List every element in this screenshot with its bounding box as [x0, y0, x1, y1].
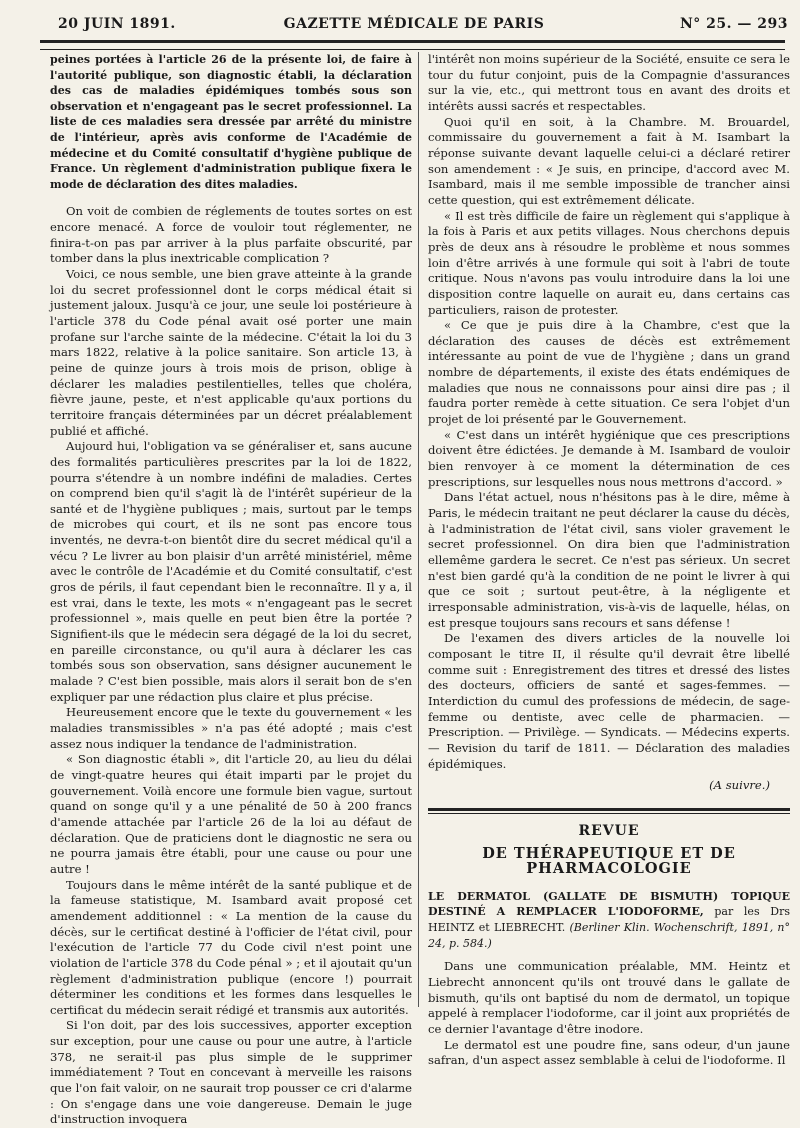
header-page-number: N° 25. — 293 [680, 16, 788, 32]
column-divider [418, 52, 419, 1007]
paragraph: l'intérêt non moins supérieur de la Société, ensuite ce sera le tour du futur conjoint, puis de la Compagnie d'assurances sur la vie, etc., qui mettront tous en avant des droits et intérêts aussi sacrés et respectables. [428, 52, 790, 113]
paragraph: Quoi qu'il en soit, à la Chambre. M. Brouardel, commissaire du gouvernement a fait à M. Isambart la réponse suivante devant laquelle celui-ci a déclaré retirer son amendement : « Je suis, en principe, d'accord avec M. Isambard, mais il me semble impossible de trancher ainsi cette question, qui est extrêmement délicate. [428, 114, 790, 207]
section-heading [428, 824, 790, 877]
paragraph: « Il est très difficile de faire un règlement qui s'applique à la fois à Paris et aux petits villages. Nous cherchons depuis près de deux ans à résoudre le problème et nous sommes loin d'être arrivés à une formule qui soit à l'abri de toute critique. Nous n'avons pas voulu introduire dans la loi une disposition contre laquelle on aurait eu, dans certains cas particuliers, raison de protester. [428, 208, 790, 317]
newspaper-page [40, 10, 791, 1127]
paragraph: Le dermatol est une poudre fine, sans odeur, d'un jaune safran, d'un aspect assez semblable à celui de l'iodoforme. Il [428, 1037, 790, 1068]
paragraph: « Ce que je puis dire à la Chambre, c'est que la déclaration des causes de décès est extrêmement intéressante au point de vue de l'hygiène ; dans un grand nombre de départements, il existe des états endémiques de maladies que nous ne connaissons pour ainsi dire pas ; il faudra porter remède à cette situation. Ce sera l'objet d'un projet de loi présenté par le Gouvernement. [428, 318, 790, 427]
to-be-continued: (A suivre.) [709, 778, 770, 793]
paragraph: Voici, ce nous semble, une bien grave atteinte à la grande loi du secret professionnel dont le corps médical était si justement jaloux. Jusqu'à ce jour, une seule loi postérieure à l'article 378 du Code pénal avait osé porter une main profane sur l'arche sainte de la médecine. C'était la loi du 3 mars 1822, relative à la police sanitaire. Son article 13, à peine de quinze jours à trois mois de prison, oblige à déclarer les maladies pestilentielles, telles que choléra, fièvre jaune, peste, et n'est applicable qu'aux portions du territoire français déterminées par un décret préalablement publié et affiché. [50, 266, 412, 438]
header-rule [40, 40, 785, 50]
article-heading [428, 889, 790, 952]
paragraph: « C'est dans un intérêt hygiénique que ces prescriptions doivent être édictées. Je demande à M. Isambard de vouloir bien renvoyer à ce moment la détermination de ces prescriptions, sur lesquelles nous nous mettrons d'accord. » [428, 427, 790, 489]
paragraph: On voit de combien de réglements de toutes sortes on est encore menacé. A force de vouloir tout réglementer, ne finira-t-on pas par arriver à la plus parfaite obscurité, par tomber dans la plus inextricable complication ? [50, 204, 412, 266]
article-reference: (Berliner Klin. Wochenschrift, 1891, n° 24, p. 584.) [428, 921, 790, 950]
header-date: 20 JUIN 1891. [58, 16, 176, 32]
paragraph: « Son diagnostic établi », dit l'article 20, au lieu du délai de vingt-quatre heures qui était imparti par le projet du gouvernement. Voilà encore une formule bien vague, surtout quand on songe qu'il y a une pénalité de 50 à 200 francs d'amende attachée par l'article 26 de la loi au défaut de déclaration. Que de praticiens dont le diagnostic ne sera ou ne pourra jamais être établi, pour une cause ou pour une autre ! [50, 752, 412, 876]
paragraph: De l'examen des divers articles de la nouvelle loi composant le titre II, il résulte qu'il devrait être libellé comme suit : Enregistrement des titres et dressé des listes des docteurs, officiers de santé et sages-femmes. — Interdiction du cumul des professions de médecin, de sage-femme ou dentiste, avec celle de pharmacien. — Prescription. — Privilège. — Syndicats. — Médecins experts. — Revision du tarif de 1811. — Déclaration des maladies épidémiques. [428, 631, 790, 771]
section-rule [428, 808, 790, 814]
header-title: GAZETTE MÉDICALE DE PARIS [283, 16, 545, 32]
page-header [40, 10, 788, 36]
paragraph: Heureusement encore que le texte du gouvernement « les maladies transmissibles » n'a pas été adopté ; mais c'est assez nous indiquer la tendance de l'administration. [50, 705, 412, 751]
paragraph: Toujours dans le même intérêt de la santé publique et de la fameuse statistique, M. Isambard avait proposé cet amendement additionnel : « La mention de la cause du décès, sur le certificat destiné à l'officier de l'état civil, pour l'exécution de l'article 77 du Code civil n'est point une violation de l'article 378 du Code pénal » ; et il ajoutait qu'un règlement d'administration publique (encore !) pourrait déterminer les conditions et les formes dans lesquelles le certificat du médecin serait rédigé et transmis aux autorités. [50, 877, 412, 1017]
section-title-line-1: REVUE [578, 822, 640, 839]
paragraph: Aujourd hui, l'obligation va se généraliser et, sans aucune des formalités particulières prescrites par la loi de 1822, pourra s'étendre à un nombre indéfini de maladies. Certes on comprend bien qu'il s'agit là de l'intérêt supérieur de la santé et de l'hygiène publiques ; mais, surtout par le temps de microbes qui court, et ils ne sont pas encore tous inventés, ne devra-t-on bientôt dire du secret médical qu'il a vécu ? Le livrer au bon plaisir d'un arrêté ministériel, même avec le contrôle de l'Académie et du Comité consultatif, c'est gros de périls, il faut cependant bien le reconnaître. Il y a, il est vrai, dans le texte, les mots « n'engageant pas le secret professionnel », mais quelle en peut bien être la portée ? Signifient-ils que le médecin sera dégagé de la loi du secret, en pareille circonstance, ou qu'il aura à déclarer les cas tombés sous son observation, sans désigner aucunement le malade ? C'est bien possible, mais alors il serait bon de s'en expliquer par une rédaction plus claire et plus précise. [50, 439, 412, 704]
paragraph: Dans une communication préalable, MM. Heintz et Liebrecht annoncent qu'ils ont trouvé dans le gallate de bismuth, qu'ils ont baptisé du nom de dermatol, un topique appelé à remplacer l'iodoforme, car il joint aux propriétés de ce dernier l'avantage d'être inodore. [428, 959, 790, 1037]
left-column [50, 52, 412, 1127]
paragraph: Dans l'état actuel, nous n'hésitons pas à le dire, même à Paris, le médecin traitant ne peut déclarer la cause du décès, à l'administration de l'état civil, sans violer gravement le secret professionnel. On dira bien que l'administration ellemême gardera le secret. Ce n'est pas sérieux. Un secret n'est bien gardé qu'à la condition de ne point le livrer à qui que ce soit ; surtout peut-être, à la négligente et irresponsable administration, vis-à-vis de laquelle, hélas, on est presque toujours sans recours et sans défense ! [428, 490, 790, 630]
article-title: LE DERMATOL (GALLATE DE BISMUTH) TOPIQUE DESTINÉ A REMPLACER L'IODOFORME, [428, 889, 790, 919]
section-title-line-2: DE THÉRAPEUTIQUE ET DE PHARMACOLOGIE [482, 844, 736, 878]
paragraph: Si l'on doit, par des lois successives, apporter exception sur exception, pour une cause ou pour une autre, à l'article 378, ne serait-il pas plus simple de le supprimer immédiatement ? Tout en concevant à merveille les raisons que l'on fait valoir, on ne saurait trop pousser ce cri d'alarme : On s'engage dans une voie dangereuse. Demain le juge d'instruction invoquera [50, 1018, 412, 1127]
article-authors: par les Drs HEINTZ et LIEBRECHT. [428, 905, 791, 935]
right-column [428, 52, 791, 1068]
law-text-paragraph: peines portées à l'article 26 de la présente loi, de faire à l'autorité publique, son diagnostic établi, la déclaration des cas de maladies épidémiques tombés sous son observation et n'engageant pas le secret professionnel. La liste de ces maladies sera dressée par arrêté du ministre de l'intérieur, après avis conforme de l'Académie de médecine et du Comité consultatif d'hygiène publique de France. Un règlement d'administration publique fixera le mode de déclaration des dites maladies. [50, 53, 412, 191]
